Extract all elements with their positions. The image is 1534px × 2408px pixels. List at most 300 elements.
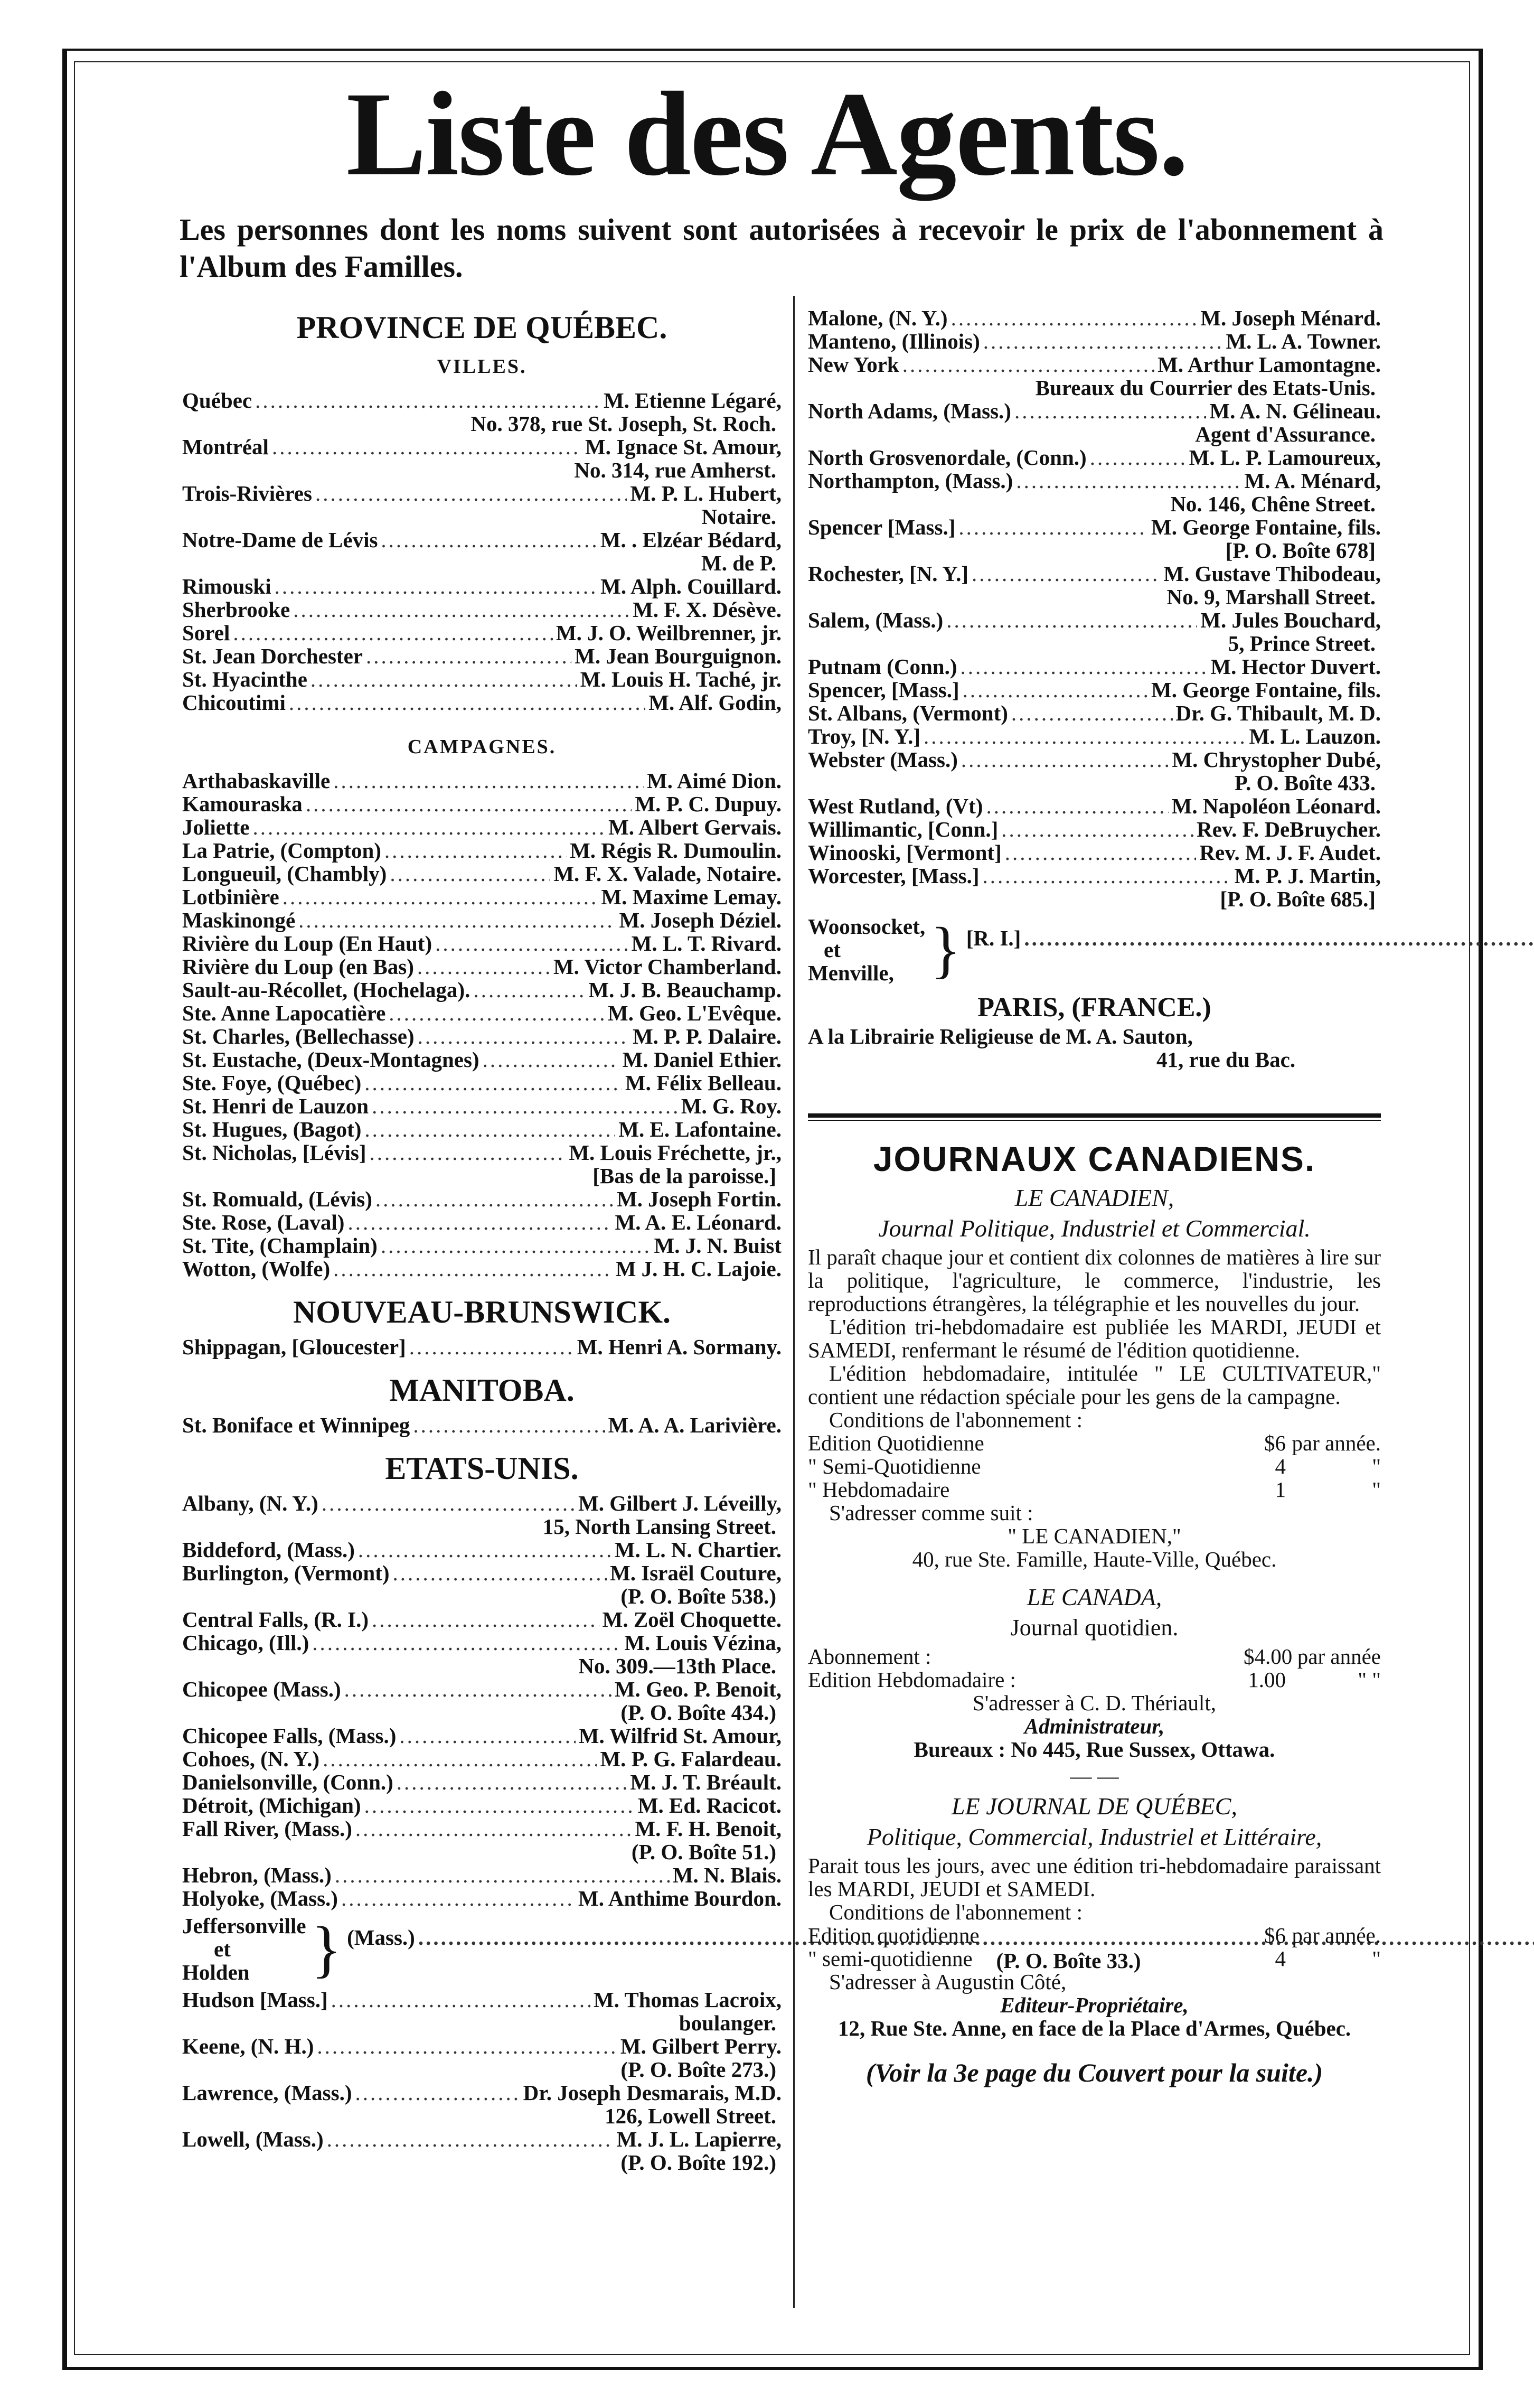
- leader-dots: [946, 608, 1197, 632]
- entry-agent: M. F. X. Valade, Notaire.: [553, 861, 782, 886]
- entry-agent: M. Félix Belleau.: [625, 1071, 782, 1095]
- price-price: $6: [1264, 1431, 1286, 1455]
- agent-entry: [808, 330, 1381, 353]
- canadien-subtitle: Journal Politique, Industriel et Commercial.: [878, 1215, 1311, 1242]
- entry-place: Holyoke, (Mass.): [182, 1886, 338, 1910]
- entry-agent: M. Geo. P. Benoit,: [614, 1677, 782, 1701]
- entry-agent: M. J. L. Lapierre,: [616, 2127, 782, 2151]
- leader-dots: [418, 1025, 629, 1048]
- entry-agent: M. Louis H. Taché, jr.: [580, 667, 782, 691]
- agent-entry: [182, 389, 782, 412]
- entry-extra: No. 309.—13th Place.: [578, 1654, 776, 1678]
- price-price: $4.00: [1244, 1644, 1293, 1669]
- leader-dots: [1001, 818, 1193, 841]
- entry-extra: (P. O. Boîte 51.): [631, 1840, 776, 1864]
- entry-agent: M. F. H. Benoit,: [635, 1816, 782, 1841]
- entry-agent: M. Maxime Lemay.: [601, 885, 782, 909]
- leader-dots: [283, 885, 598, 908]
- entry-agent: M. P. P. Dalaire.: [632, 1024, 782, 1048]
- entry-place: St. Nicholas, [Lévis]: [182, 1140, 366, 1165]
- entry-place: Longueuil, (Chambly): [182, 861, 387, 886]
- leader-dots: [399, 1724, 575, 1747]
- entry-place: Salem, (Mass.): [808, 608, 944, 632]
- entry-place: Notre-Dame de Lévis: [182, 528, 378, 552]
- canada-price-table: [808, 1645, 1381, 1691]
- leader-dots: [322, 1492, 575, 1515]
- entry-place: Northampton, (Mass.): [808, 469, 1013, 493]
- entry-agent: Rev. F. DeBruycher.: [1197, 817, 1381, 841]
- leader-dots: [317, 2035, 617, 2058]
- entry-extra: [P. O. Boîte 678]: [1225, 538, 1376, 563]
- agent-entry: [182, 1747, 782, 1770]
- agent-entry: [808, 446, 1381, 469]
- entry-place: Montréal: [182, 435, 269, 459]
- entry-place: Keene, (N. H.): [182, 2034, 314, 2058]
- entry-agent: M. A. Ménard,: [1244, 469, 1381, 493]
- leader-dots: [983, 864, 1231, 887]
- jq-role: Editeur-Propriétaire,: [1000, 1993, 1189, 2017]
- agent-entry: [182, 691, 782, 714]
- entry-agent: M. Zoël Choquette.: [602, 1607, 782, 1632]
- leader-dots: [972, 562, 1160, 585]
- entry-place: Rivière du Loup (En Haut): [182, 931, 432, 955]
- entry-place: Albany, (N. Y.): [182, 1491, 318, 1515]
- leader-dots: [960, 655, 1207, 678]
- entry-agent: M. Joseph Fortin.: [616, 1187, 782, 1211]
- agent-entry: [182, 1770, 782, 1794]
- entry-agent: M. . Elzéar Bédard,: [600, 528, 782, 552]
- price-price: 4: [1275, 1454, 1286, 1478]
- agent-entry: [808, 701, 1381, 725]
- agent-entry: [182, 1863, 782, 1887]
- entry-agent: M. Jean Bourguignon.: [575, 644, 782, 668]
- entry-place: Danielsonville, (Conn.): [182, 1770, 393, 1794]
- entry-agent: M. P. J. Martin,: [1234, 864, 1381, 888]
- entry-place: Arthabaskaville: [182, 769, 331, 793]
- agent-entry: [808, 469, 1381, 492]
- agent-entry: [182, 1492, 782, 1515]
- agent-entry: [182, 955, 782, 978]
- entry-place: Shippagan, [Gloucester]: [182, 1335, 406, 1359]
- entry-agent: M. George Fontaine, fils.: [1151, 515, 1381, 539]
- agent-entry: [182, 1094, 782, 1118]
- entry-place: Chicago, (Ill.): [182, 1631, 309, 1655]
- leader-dots: [312, 1631, 621, 1654]
- price-price: 4: [1275, 1946, 1286, 1971]
- entry-place: Biddeford, (Mass.): [182, 1538, 355, 1562]
- canadien-p2: L'édition tri-hebdomadaire est publiée les MARDI, JEUDI et SAMEDI, renfermant le résumé de l'édition quotidienne.: [808, 1315, 1381, 1362]
- agent-entry: [182, 1234, 782, 1257]
- price-row: [808, 1947, 1381, 1970]
- entry-extra: P. O. Boîte 433.: [1234, 771, 1376, 795]
- entry-agent: M. George Fontaine, fils.: [1151, 678, 1381, 702]
- entry-agent: M. Geo. L'Evêque.: [607, 1001, 782, 1025]
- leader-dots: [355, 2081, 520, 2104]
- entry-place: Ste. Foye, (Québec): [182, 1071, 362, 1095]
- leader-dots: [1090, 446, 1186, 469]
- nb-heading: NOUVEAU-BRUNSWICK.: [293, 1295, 671, 1329]
- agent-entry: [182, 1413, 782, 1437]
- leader-dots: [310, 668, 577, 691]
- agent-entry: [182, 1071, 782, 1094]
- entry-extra: Agent d'Assurance.: [1195, 422, 1376, 446]
- entry-agent: M. Anthime Bourdon.: [578, 1886, 782, 1910]
- leader-dots: [364, 1118, 615, 1141]
- agent-entry: [808, 562, 1381, 585]
- jq-conditions: Conditions de l'abonnement :: [829, 1900, 1083, 1924]
- leader-dots: [1016, 469, 1241, 492]
- leader-dots: [958, 516, 1148, 539]
- journaux-heading: JOURNAUX CANADIENS.: [873, 1139, 1316, 1178]
- small-rule: — —: [1070, 1764, 1119, 1788]
- leader-dots: [435, 932, 628, 955]
- entry-agent: Dr. Joseph Desmarais, M.D.: [523, 2081, 782, 2105]
- agent-entry: [182, 1724, 782, 1747]
- price-unit: par année.: [1292, 1923, 1381, 1947]
- entry-agent: M. A. N. Gélineau.: [1209, 399, 1381, 423]
- woon-extra: [966, 950, 1534, 973]
- campagnes-list: [182, 769, 782, 1280]
- agent-entry: [182, 769, 782, 792]
- entry-place: Joliette: [182, 815, 250, 839]
- entry-agent: M. Gilbert J. Léveilly,: [578, 1491, 782, 1515]
- canada-name: LE CANADA,: [1027, 1584, 1162, 1610]
- agent-entry: [182, 816, 782, 839]
- leader-dots: [381, 528, 597, 551]
- entry-agent: M. J. B. Beauchamp.: [588, 978, 782, 1002]
- leader-dots: [393, 1561, 607, 1585]
- canada-address-intro: S'adresser à C. D. Thériault,: [973, 1691, 1216, 1715]
- leader-dots: [333, 769, 644, 792]
- section-rule: [808, 1113, 1381, 1121]
- price-label: Abonnement :: [808, 1644, 931, 1669]
- agent-entry: [182, 528, 782, 551]
- agent-entry: [182, 1608, 782, 1631]
- jq-address-intro: S'adresser à Augustin Côté,: [829, 1970, 1067, 1994]
- price-label: " Semi-Quotidienne: [808, 1454, 981, 1478]
- jeff-state: (Mass.): [347, 1925, 415, 1950]
- agent-entry: [808, 794, 1381, 818]
- entry-agent: M. J. O. Weilbrenner, jr.: [556, 621, 782, 645]
- entry-extra: (P. O. Boîte 538.): [620, 1584, 776, 1608]
- entry-agent: M. Chrystopher Dubé,: [1172, 747, 1381, 772]
- leader-dots: [963, 678, 1148, 701]
- right-column: [808, 306, 1381, 2111]
- entry-extra: 15, North Lansing Street.: [542, 1514, 776, 1539]
- leader-dots: [323, 1747, 597, 1770]
- entry-place: New York: [808, 352, 899, 377]
- agent-entry: [182, 1335, 782, 1358]
- agent-entry: [808, 818, 1381, 841]
- leader-dots: [347, 1211, 611, 1234]
- paris-line-2: 41, rue du Bac.: [1156, 1047, 1296, 1072]
- agent-entry: [182, 1794, 782, 1817]
- agent-entry: [808, 608, 1381, 632]
- entry-place: St. Eustache, (Deux-Montagnes): [182, 1047, 479, 1072]
- leader-dots: [409, 1335, 574, 1358]
- right-entries-list: [808, 306, 1381, 911]
- agent-entry: [808, 678, 1381, 701]
- entry-place: La Patrie, (Compton): [182, 838, 381, 863]
- price-unit: ": [1372, 1946, 1381, 1971]
- entry-extra: [Bas de la paroisse.]: [592, 1164, 776, 1188]
- entry-agent: M. J. T. Bréault.: [630, 1770, 782, 1794]
- leader-dots: [390, 862, 550, 885]
- leader-dots: [924, 725, 1246, 748]
- entry-agent: M. Henri A. Sormany.: [577, 1335, 782, 1359]
- entry-place: St. Hyacinthe: [182, 667, 307, 691]
- leader-dots: [289, 691, 645, 714]
- villes-heading: VILLES.: [437, 355, 527, 378]
- canadien-address: 40, rue Ste. Famille, Haute-Ville, Québec.: [912, 1547, 1277, 1571]
- leader-dots: [384, 839, 567, 862]
- entry-agent: M. L. Lauzon.: [1249, 724, 1381, 748]
- agent-entry: [808, 748, 1381, 771]
- entry-place: Fall River, (Mass.): [182, 1816, 352, 1841]
- agent-entry: [182, 792, 782, 816]
- leader-dots: [902, 353, 1154, 376]
- entry-place: St. Henri de Lauzon: [182, 1094, 369, 1118]
- entry-agent: M. Louis Vézina,: [624, 1631, 782, 1655]
- jq-address: 12, Rue Ste. Anne, en face de la Place d'Armes, Québec.: [837, 2016, 1351, 2040]
- entry-extra: No. 378, rue St. Joseph, St. Roch.: [470, 411, 776, 436]
- leader-dots: [413, 1413, 605, 1437]
- entry-agent: M. Louis Fréchette, jr.,: [569, 1140, 782, 1165]
- leader-dots: [255, 389, 600, 412]
- agent-entry: [182, 1187, 782, 1211]
- entry-extra: Notaire.: [701, 504, 776, 529]
- entry-place: Hebron, (Mass.): [182, 1863, 332, 1887]
- agent-entry: [182, 621, 782, 644]
- etats-list: [182, 1492, 782, 1910]
- entry-place: St. Charles, (Bellechasse): [182, 1024, 415, 1048]
- entry-extra: No. 146, Chêne Street.: [1170, 492, 1376, 516]
- entry-agent: M. F. X. Désève.: [633, 597, 782, 622]
- leader-dots: [366, 644, 571, 668]
- agent-entry: [182, 1001, 782, 1025]
- agent-entry: [182, 2035, 782, 2058]
- entry-agent: M. L. A. Towner.: [1226, 329, 1381, 353]
- entry-agent: M. Israël Couture,: [610, 1561, 782, 1585]
- price-row: [808, 1431, 1381, 1455]
- woon-name-2: et: [824, 938, 841, 962]
- entry-place: Rimouski: [182, 574, 271, 598]
- entry-place: Ste. Anne Lapocatière: [182, 1001, 386, 1025]
- leader-dots: [341, 1887, 575, 1910]
- entry-agent: M. Etienne Légaré,: [603, 388, 782, 413]
- leader-dots: [417, 955, 550, 978]
- leader-dots: [298, 908, 616, 932]
- leader-dots: [370, 1141, 566, 1164]
- entry-place: Maskinongé: [182, 908, 296, 932]
- woon-name-3: Menville,: [808, 961, 894, 985]
- agent-entry: [182, 1631, 782, 1654]
- footer-note: (Voir la 3e page du Couvert pour la suite.): [865, 2058, 1323, 2087]
- entry-place: Burlington, (Vermont): [182, 1561, 390, 1585]
- entry-place: Sherbrooke: [182, 597, 290, 622]
- entry-agent: M. P. C. Dupuy.: [635, 792, 782, 816]
- agent-entry: [182, 1817, 782, 1840]
- entry-place: West Rutland, (Vt): [808, 794, 983, 818]
- entry-agent: M. E. Lafontaine.: [618, 1117, 782, 1141]
- canadien-name: LE CANADIEN,: [1014, 1184, 1174, 1211]
- agent-entry: [182, 1211, 782, 1234]
- entry-place: Central Falls, (R. I.): [182, 1607, 369, 1632]
- entry-agent: M. G. Roy.: [681, 1094, 782, 1118]
- entry-place: North Adams, (Mass.): [808, 399, 1011, 423]
- jeff-name-3: Holden: [182, 1960, 250, 1984]
- entry-place: Chicopee (Mass.): [182, 1677, 341, 1701]
- leader-dots: [375, 1187, 614, 1211]
- leader-dots: [355, 1817, 632, 1840]
- entry-agent: M. Victor Chamberland.: [553, 954, 782, 979]
- entry-agent: M. Alf. Godin,: [648, 690, 782, 715]
- entry-agent: M. Ed. Racicot.: [637, 1793, 782, 1817]
- province-heading: PROVINCE DE QUÉBEC.: [296, 310, 667, 345]
- leader-dots: [272, 435, 582, 458]
- leader-dots: [1014, 399, 1206, 423]
- agent-entry: [808, 516, 1381, 539]
- canadien-address-intro: S'adresser comme suit :: [829, 1501, 1033, 1525]
- entry-place: Chicopee Falls, (Mass.): [182, 1723, 397, 1748]
- entry-extra: Bureaux du Courrier des Etats-Unis.: [1035, 376, 1376, 400]
- entry-agent: M. Hector Duvert.: [1210, 654, 1381, 679]
- entry-place: Putnam (Conn.): [808, 654, 957, 679]
- entry-extra: (P. O. Boîte 192.): [620, 2150, 776, 2175]
- page-title: Liste des Agents.: [346, 68, 1188, 201]
- entry-agent: M J. H. C. Lajoie.: [615, 1257, 782, 1281]
- entry-agent: M. P. L. Hubert,: [630, 481, 782, 505]
- jq-name: LE JOURNAL DE QUÉBEC,: [952, 1793, 1237, 1820]
- paris-line-1: A la Librairie Religieuse de M. A. Sauton,: [808, 1024, 1193, 1048]
- agent-entry: [182, 598, 782, 621]
- leader-dots: [473, 978, 585, 1001]
- leader-dots: [293, 598, 629, 621]
- entry-place: Sault-au-Récollet, (Hochelaga).: [182, 978, 470, 1002]
- leader-dots: [1011, 701, 1173, 725]
- entry-agent: M. Napoléon Léonard.: [1171, 794, 1381, 818]
- entry-place: Québec: [182, 388, 252, 413]
- entry-place: Malone, (N. Y.): [808, 306, 948, 330]
- entry-agent: M. A. E. Léonard.: [615, 1210, 782, 1234]
- entry-extra: No. 9, Marshall Street.: [1166, 585, 1376, 609]
- agent-entry: [182, 668, 782, 691]
- entry-place: St. Romuald, (Lévis): [182, 1187, 372, 1211]
- entry-agent: M. L. N. Chartier.: [614, 1538, 782, 1562]
- leader-dots: [252, 816, 605, 839]
- entry-agent: M. Joseph Déziel.: [619, 908, 782, 932]
- entry-agent: M. Albert Gervais.: [608, 815, 782, 839]
- entry-place: Spencer, [Mass.]: [808, 678, 959, 702]
- price-price: 1.00: [1248, 1667, 1286, 1692]
- canadien-p3: L'édition hebdomadaire, intitulée " LE CULTIVATEUR," contient une rédaction spéciale pour les gens de la campagne.: [808, 1361, 1381, 1409]
- price-unit: ": [1372, 1477, 1381, 1502]
- jq-price-table: [808, 1924, 1381, 1970]
- entry-place: North Grosvenordale, (Conn.): [808, 445, 1087, 470]
- agent-entry: [182, 1561, 782, 1585]
- entry-agent: M. N. Blais.: [672, 1863, 782, 1887]
- entry-agent: M. Aimé Dion.: [646, 769, 782, 793]
- agent-entry: [182, 932, 782, 955]
- leader-dots: [364, 1794, 635, 1817]
- woonsocket-block: [808, 915, 1381, 985]
- price-unit: par année: [1297, 1644, 1381, 1669]
- entry-place: Kamouraska: [182, 792, 303, 816]
- entry-place: Hudson [Mass.]: [182, 1988, 328, 2012]
- entry-place: Chicoutimi: [182, 690, 286, 715]
- entry-place: Wotton, (Wolfe): [182, 1257, 331, 1281]
- entry-agent: M. A. A. Larivière.: [608, 1413, 782, 1437]
- etats-list-2: [182, 1988, 782, 2174]
- agent-entry: [182, 1988, 782, 2011]
- entry-place: St. Tite, (Champlain): [182, 1233, 378, 1258]
- agent-entry: [808, 725, 1381, 748]
- leader-dots: [331, 1988, 590, 2011]
- leader-dots: [315, 482, 627, 505]
- entry-extra: 126, Lowell Street.: [605, 2104, 776, 2128]
- intro-text: Les personnes dont les noms suivent sont autorisées à recevoir le prix de l'abonnement à l'Album des Familles.: [180, 212, 1384, 284]
- agent-entry: [182, 435, 782, 458]
- agent-entry: [182, 2128, 782, 2151]
- entry-place: Rivière du Loup (en Bas): [182, 954, 414, 979]
- leader-dots: [1005, 841, 1197, 864]
- leader-dots: [344, 1678, 611, 1701]
- entry-agent: M. L. T. Rivard.: [631, 931, 782, 955]
- leader-dots: [233, 621, 553, 644]
- entry-place: St. Hugues, (Bagot): [182, 1117, 362, 1141]
- entry-agent: M. Thomas Lacroix,: [593, 1988, 782, 2012]
- agent-entry: [182, 1025, 782, 1048]
- price-label: Edition quotidienne: [808, 1923, 980, 1947]
- agent-entry: [808, 353, 1381, 376]
- leader-dots: [372, 1608, 599, 1631]
- entry-agent: M. Jules Bouchard,: [1200, 608, 1381, 632]
- canada-subtitle: Journal quotidien.: [1010, 1615, 1179, 1641]
- etats-heading: ETATS-UNIS.: [385, 1451, 579, 1486]
- entry-place: Winooski, [Vermont]: [808, 840, 1002, 865]
- entry-place: Willimantic, [Conn.]: [808, 817, 999, 841]
- brace-glyph: }: [311, 1914, 342, 1984]
- brace-glyph: }: [930, 914, 961, 985]
- entry-place: Spencer [Mass.]: [808, 515, 956, 539]
- canada-address: Bureaux : No 445, Rue Sussex, Ottawa.: [914, 1737, 1275, 1762]
- entry-place: Manteno, (Illinois): [808, 329, 980, 353]
- entry-agent: M. Ignace St. Amour,: [585, 435, 782, 459]
- campagnes-heading: CAMPAGNES.: [407, 736, 557, 758]
- agent-entry: [182, 1887, 782, 1910]
- entry-place: St. Jean Dorchester: [182, 644, 363, 668]
- price-label: " semi-quotidienne: [808, 1946, 973, 1971]
- entry-extra: (P. O. Boîte 273.): [620, 2057, 776, 2082]
- entry-place: St. Albans, (Vermont): [808, 701, 1008, 725]
- entry-agent: M. Gilbert Perry.: [620, 2034, 782, 2058]
- woon-state: [R. I.]: [966, 926, 1021, 950]
- price-row: [808, 1668, 1381, 1691]
- leader-dots: [306, 792, 632, 816]
- agent-entry: [182, 839, 782, 862]
- leader-dots: [483, 1048, 619, 1071]
- agent-entry: [182, 644, 782, 668]
- entry-place: Worcester, [Mass.]: [808, 864, 980, 888]
- leader-dots: [389, 1001, 605, 1025]
- entry-place: Lawrence, (Mass.): [182, 2081, 352, 2105]
- leader-dots: [397, 1770, 627, 1794]
- entry-extra: M. de P.: [701, 551, 776, 575]
- entry-extra: boulanger.: [679, 2011, 776, 2035]
- entry-agent: M. Alph. Couillard.: [600, 574, 782, 598]
- column-divider: [793, 296, 795, 2308]
- agent-entry: [182, 575, 782, 598]
